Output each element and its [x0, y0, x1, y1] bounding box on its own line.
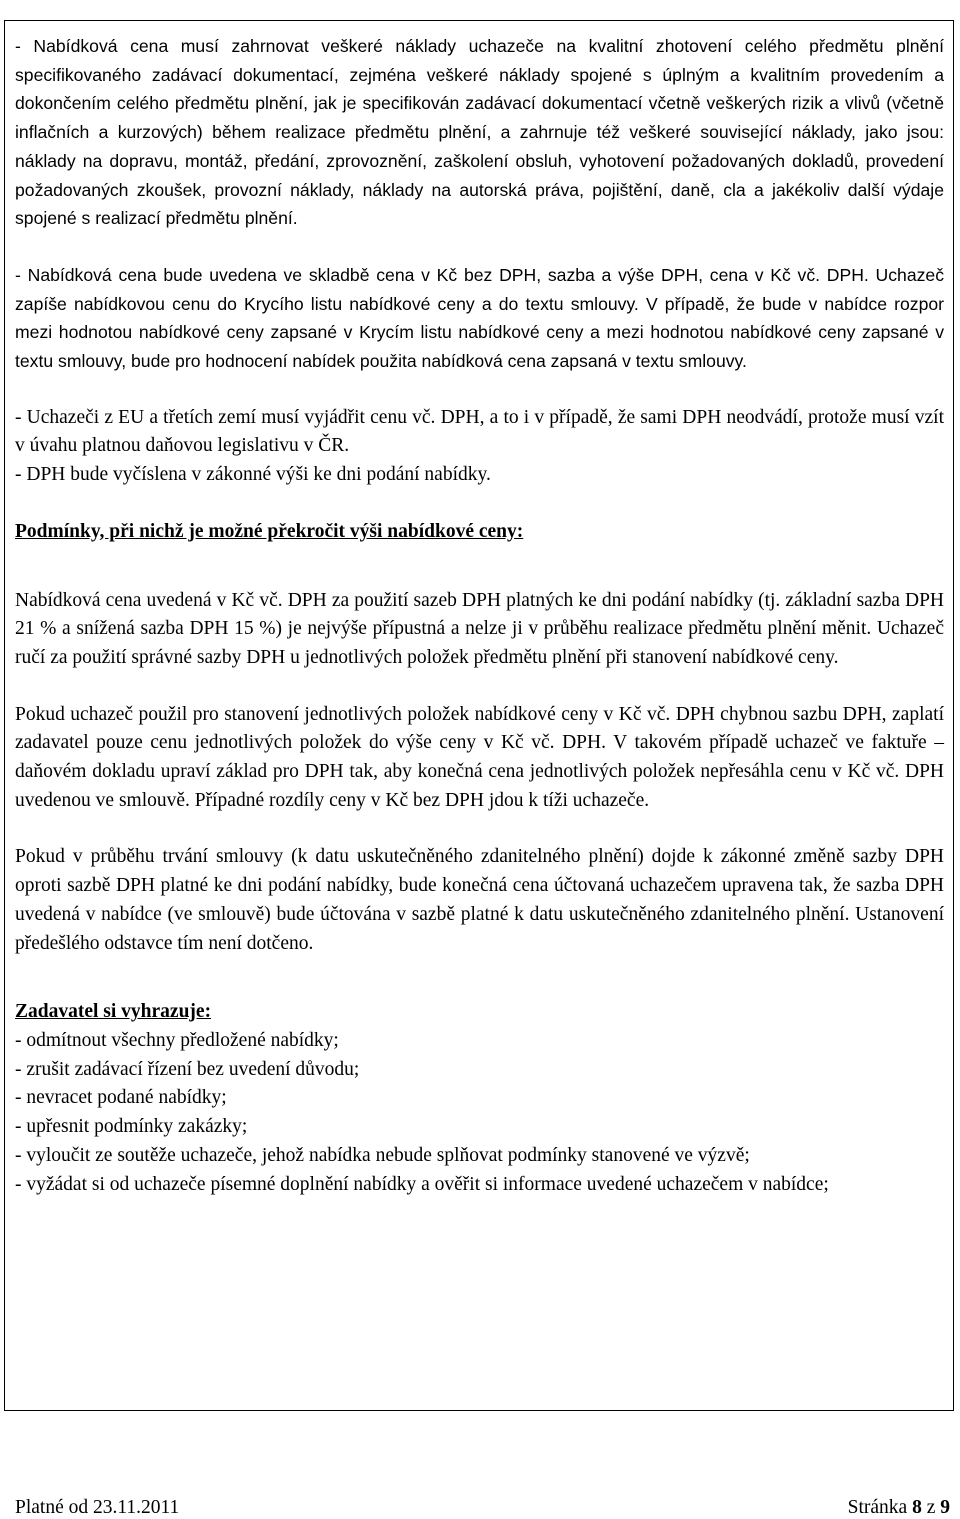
- footer-valid-from: Platné od 23.11.2011: [15, 1497, 180, 1518]
- list-item: - nevracet podané nabídky;: [15, 1087, 227, 1109]
- paragraph-price-structure: - Nabídková cena bude uvedena ve skladbě cena v Kč bez DPH, sazba a výše DPH, cena v Kč vč. DPH. Uchazeč zapíše nabídkovou cenu do Krycího listu nabídkové ceny a do textu smlouvy. V případě, že bude v nabídce rozpor mezi hodnotou nabídkové ceny zapsané v Krycím listu nabídkové ceny a mezi hodnotou nabídkové ceny zapsané v textu smlouvy, bude pro hodnocení nabídek použita nabídková cena zapsaná v textu smlouvy.: [15, 264, 944, 372]
- list-item: - upřesnit podmínky zakázky;: [15, 1116, 248, 1138]
- page-current: 8: [912, 1497, 922, 1518]
- page-separator: z: [921, 1497, 941, 1518]
- list-item: - zrušit zadávací řízení bez uvedení důvodu;: [15, 1058, 360, 1080]
- paragraph-vat-change: Pokud v průběhu trvání smlouvy (k datu uskutečněného zdanitelného plnění) dojde k zákonné změně sazby DPH oproti sazbě DPH platné ke dni podání nabídky, bude konečná cena účtovaná uchazečem upravena tak, že sazba DPH uvedená v nabídce (ve smlouvě) bude účtována v sazbě platné k datu uskutečněného zdanitelného plnění. Ustanovení předešlého odstavce tím není dotčeno.: [15, 846, 944, 954]
- list-item: - odmítnout všechny předložené nabídky;: [15, 1029, 339, 1051]
- document-body: [15, 32, 944, 1199]
- paragraph-eu-vat: - Uchazeči z EU a třetích zemí musí vyjádřit cenu vč. DPH, a to i v případě, že sami DPH neodvádí, protože musí vzít v úvahu platnou daňovou legislativu v ČR.: [15, 406, 944, 457]
- page-total: 9: [940, 1497, 950, 1518]
- page-prefix: Stránka: [847, 1497, 913, 1518]
- list-item: - vyžádat si od uchazeče písemné doplnění nabídky a ověřit si informace uvedené uchazečem v nabídce;: [15, 1173, 829, 1195]
- heading-price-conditions: Podmínky, při nichž je možné překročit výši nabídkové ceny:: [15, 520, 524, 542]
- footer-page-number: [848, 1497, 950, 1519]
- paragraph-wrong-vat-rate: Pokud uchazeč použil pro stanovení jednotlivých položek nabídkové ceny v Kč vč. DPH chybnou sazbu DPH, zaplatí zadavatel pouze cenu jednotlivých položek do výše ceny v Kč vč. DPH. V takovém případě uchazeč ve faktuře – daňovém dokladu upraví základ pro DPH tak, aby konečná cena jednotlivých položek nepřesáhla cenu v Kč vč. DPH uvedenou ve smlouvě. Případné rozdíly ceny v Kč bez DPH jdou k tíži uchazeče.: [15, 703, 944, 811]
- paragraph-price-scope: - Nabídková cena musí zahrnovat veškeré náklady uchazeče na kvalitní zhotovení celého předmětu plnění specifikovaného zadávací dokumentací, zejména veškeré náklady spojené s úplným a kvalitním provedením a dokončením celého předmětu plnění, jak je specifikován zadávací dokumentací včetně veškerých rizik a vlivů (včetně inflačních a kurzových) během realizace předmětu plnění, a zahrnuje též veškeré související náklady, jako jsou: náklady na dopravu, montáž, předání, zprovoznění, zaškolení obsluh, vyhotovení požadovaných dokladů, provedení požadovaných zkoušek, provozní náklady, náklady na autorská práva, pojištění, daně, cla a jakékoliv další výdaje spojené s realizací předmětu plnění.: [15, 36, 944, 229]
- paragraph-max-price: Nabídková cena uvedená v Kč vč. DPH za použití sazeb DPH platných ke dni podání nabídky (tj. základní sazba DPH 21 % a snížená sazba DPH 15 %) je nejvýše přípustná a nelze ji v průběhu realizace předmětu plnění měnit. Uchazeč ručí za použití správné sazby DPH u jednotlivých položek předmětu plnění při stanovení nabídkové ceny.: [15, 589, 944, 668]
- heading-reservations: Zadavatel si vyhrazuje:: [15, 1001, 212, 1023]
- list-item: - vyloučit ze soutěže uchazeče, jehož nabídka nebude splňovat podmínky stanovené ve výzvě;: [15, 1144, 750, 1166]
- paragraph-vat-calc: - DPH bude vyčíslena v zákonné výši ke dni podání nabídky.: [15, 464, 491, 486]
